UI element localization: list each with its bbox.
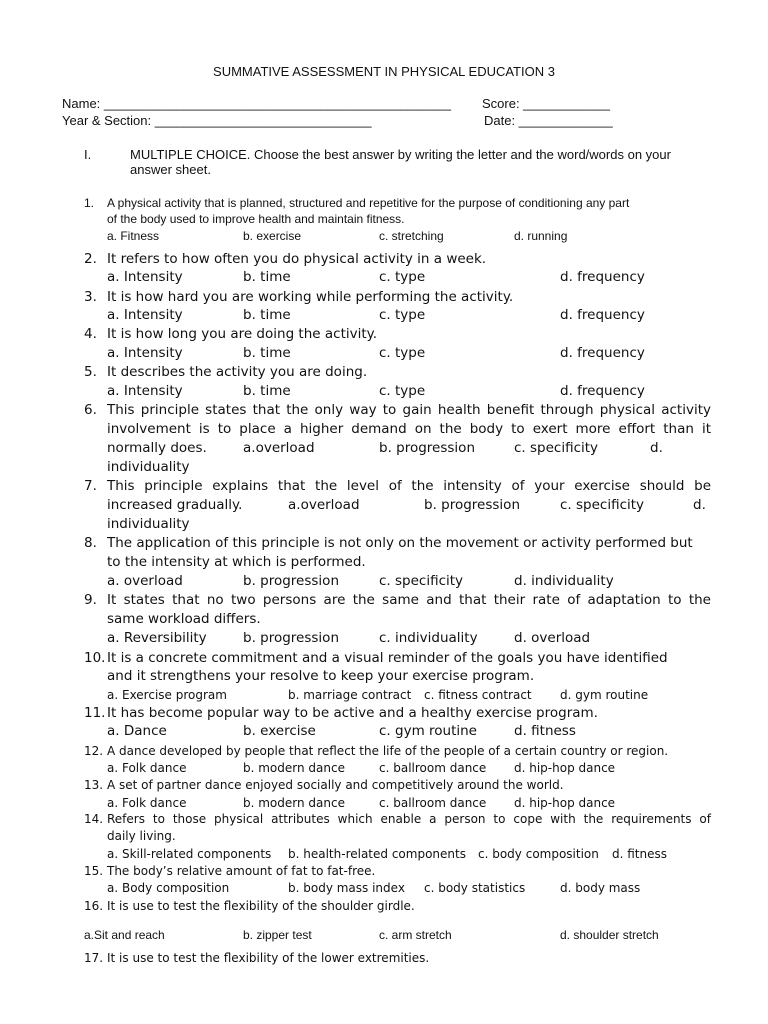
option-c: c. ballroom dance bbox=[379, 796, 487, 810]
name-field: Name: ________________________________________________ bbox=[62, 96, 451, 111]
option-c: c. specificity bbox=[379, 573, 464, 589]
score-field: Score: ____________ bbox=[482, 96, 610, 111]
question-text: to the intensity at which is performed. bbox=[107, 554, 366, 570]
date-field: Date: _____________ bbox=[484, 113, 613, 128]
question-number: 17. bbox=[84, 951, 104, 965]
part-numeral: I. bbox=[84, 147, 92, 162]
question-number: 1. bbox=[84, 196, 95, 210]
question-text: It is use to test the flexibility of the shoulder girdle. bbox=[107, 899, 415, 913]
option-d: d. frequency bbox=[560, 345, 645, 361]
option-d: d. bbox=[650, 440, 663, 456]
question-number: 13. bbox=[84, 778, 104, 792]
option-c: c. individuality bbox=[379, 630, 478, 646]
option-b: b. zipper test bbox=[243, 928, 312, 942]
option-b: b. marriage contract bbox=[288, 688, 412, 702]
question-number: 7. bbox=[84, 478, 97, 494]
question-text: increased gradually. bbox=[107, 497, 243, 513]
question-text: It describes the activity you are doing. bbox=[107, 364, 368, 380]
question-text: same workload differs. bbox=[107, 611, 261, 627]
question-number: 4. bbox=[84, 326, 97, 342]
option-c: c. gym routine bbox=[379, 723, 477, 739]
option-a: a.Sit and reach bbox=[84, 928, 165, 942]
option-c: c. body composition bbox=[478, 847, 599, 861]
question-text: The application of this principle is not only on the movement or activity performed but bbox=[107, 535, 693, 551]
option-d: d. overload bbox=[514, 630, 591, 646]
option-c: c. fitness contract bbox=[424, 688, 532, 702]
question-number: 12. bbox=[84, 744, 104, 758]
question-text: involvement is to place a higher demand on the body to exert more effort than it bbox=[107, 421, 711, 437]
option-d: d. fitness bbox=[514, 723, 576, 739]
option-a: a. Intensity bbox=[107, 307, 183, 323]
option-a: a. Intensity bbox=[107, 383, 183, 399]
question-number: 6. bbox=[84, 402, 97, 418]
question-text: daily living. bbox=[107, 829, 176, 843]
option-b: b. time bbox=[243, 383, 291, 399]
option-c: c. body statistics bbox=[424, 881, 526, 895]
option-b: b. progression bbox=[243, 630, 339, 646]
option-c: c. stretching bbox=[379, 229, 444, 243]
option-b: b. progression bbox=[379, 440, 475, 456]
question-text: individuality bbox=[107, 516, 190, 532]
option-a: a. Folk dance bbox=[107, 796, 187, 810]
option-a: a. overload bbox=[107, 573, 183, 589]
option-b: b. body mass index bbox=[288, 881, 405, 895]
option-d: d. hip-hop dance bbox=[514, 761, 616, 775]
year-section-field: Year & Section: ______________________________ bbox=[62, 113, 372, 128]
question-number: 10. bbox=[84, 650, 106, 666]
question-text: A set of partner dance enjoyed socially and competitively around the world. bbox=[107, 778, 564, 792]
option-c: c. type bbox=[379, 345, 426, 361]
option-a: a. Intensity bbox=[107, 269, 183, 285]
option-c: c. type bbox=[379, 307, 426, 323]
question-text: This principle explains that the level of the intensity of your exercise should be bbox=[107, 478, 711, 494]
page-title: SUMMATIVE ASSESSMENT IN PHYSICAL EDUCATION 3 bbox=[213, 64, 555, 79]
option-b: b. modern dance bbox=[243, 761, 345, 775]
option-d: d. bbox=[693, 497, 706, 513]
option-b: b. time bbox=[243, 345, 291, 361]
option-d: d. frequency bbox=[560, 383, 645, 399]
option-b: b. exercise bbox=[243, 723, 316, 739]
option-c: c. specificity bbox=[514, 440, 599, 456]
question-number: 9. bbox=[84, 592, 97, 608]
part-instruction: MULTIPLE CHOICE. Choose the best answer by writing the letter and the word/words on your bbox=[130, 147, 671, 162]
option-d: d. body mass bbox=[560, 881, 641, 895]
option-b: b. time bbox=[243, 307, 291, 323]
question-text: of the body used to improve health and maintain fitness. bbox=[107, 212, 405, 226]
option-c: c. ballroom dance bbox=[379, 761, 487, 775]
option-a: a. Body composition bbox=[107, 881, 230, 895]
question-number: 14. bbox=[84, 812, 104, 826]
option-b: b. modern dance bbox=[243, 796, 345, 810]
option-a: a. Dance bbox=[107, 723, 167, 739]
question-number: 2. bbox=[84, 251, 97, 267]
question-text: It states that no two persons are the same and that their rate of adaptation to the bbox=[107, 592, 711, 608]
option-c: c. type bbox=[379, 269, 426, 285]
option-d: d. frequency bbox=[560, 307, 645, 323]
option-a: a. Intensity bbox=[107, 345, 183, 361]
question-text: normally does. bbox=[107, 440, 207, 456]
option-b: b. time bbox=[243, 269, 291, 285]
part-instruction-cont: answer sheet. bbox=[130, 162, 211, 177]
option-a: a.overload bbox=[243, 440, 315, 456]
question-text: It is use to test the flexibility of the lower extremities. bbox=[107, 951, 430, 965]
option-d: d. individuality bbox=[514, 573, 614, 589]
option-d: d. hip-hop dance bbox=[514, 796, 616, 810]
question-text: It is how hard you are working while performing the activity. bbox=[107, 289, 514, 305]
option-d: d. frequency bbox=[560, 269, 645, 285]
option-b: b. progression bbox=[243, 573, 339, 589]
question-text: Refers to those physical attributes which enable a person to cope with the requirements of bbox=[107, 812, 711, 826]
option-d: d. shoulder stretch bbox=[560, 928, 659, 942]
option-b: b. health-related components bbox=[288, 847, 466, 861]
question-text: It has become popular way to be active and a healthy exercise program. bbox=[107, 705, 598, 721]
question-number: 5. bbox=[84, 364, 97, 380]
question-text: A physical activity that is planned, structured and repetitive for the purpose of conditioning any part bbox=[107, 196, 630, 210]
question-text: It is how long you are doing the activity. bbox=[107, 326, 378, 342]
option-a: a. Fitness bbox=[107, 229, 160, 243]
option-c: c. arm stretch bbox=[379, 928, 452, 942]
option-a: a. Exercise program bbox=[107, 688, 227, 702]
option-a: a. Skill-related components bbox=[107, 847, 272, 861]
option-b: b. progression bbox=[424, 497, 520, 513]
question-number: 3. bbox=[84, 289, 97, 305]
question-number: 16. bbox=[84, 899, 104, 913]
option-c: c. specificity bbox=[560, 497, 645, 513]
question-text: It refers to how often you do physical activity in a week. bbox=[107, 251, 487, 267]
option-d: d. gym routine bbox=[560, 688, 649, 702]
question-number: 11. bbox=[84, 705, 106, 721]
question-text: It is a concrete commitment and a visual reminder of the goals you have identified bbox=[107, 650, 668, 666]
option-a: a. Reversibility bbox=[107, 630, 207, 646]
option-c: c. type bbox=[379, 383, 426, 399]
option-a: a. Folk dance bbox=[107, 761, 187, 775]
question-text: A dance developed by people that reflect the life of the people of a certain country or region. bbox=[107, 744, 669, 758]
question-text: and it strengthens your resolve to keep your exercise program. bbox=[107, 668, 535, 684]
question-text: This principle states that the only way to gain health benefit through physical activity bbox=[107, 402, 711, 418]
question-number: 8. bbox=[84, 535, 97, 551]
question-text: The body’s relative amount of fat to fat-free. bbox=[107, 864, 376, 878]
option-d: d. fitness bbox=[612, 847, 668, 861]
option-b: b. exercise bbox=[243, 229, 302, 243]
option-d: d. running bbox=[514, 229, 568, 243]
option-a: a.overload bbox=[288, 497, 360, 513]
question-text: individuality bbox=[107, 459, 190, 475]
question-number: 15. bbox=[84, 864, 104, 878]
